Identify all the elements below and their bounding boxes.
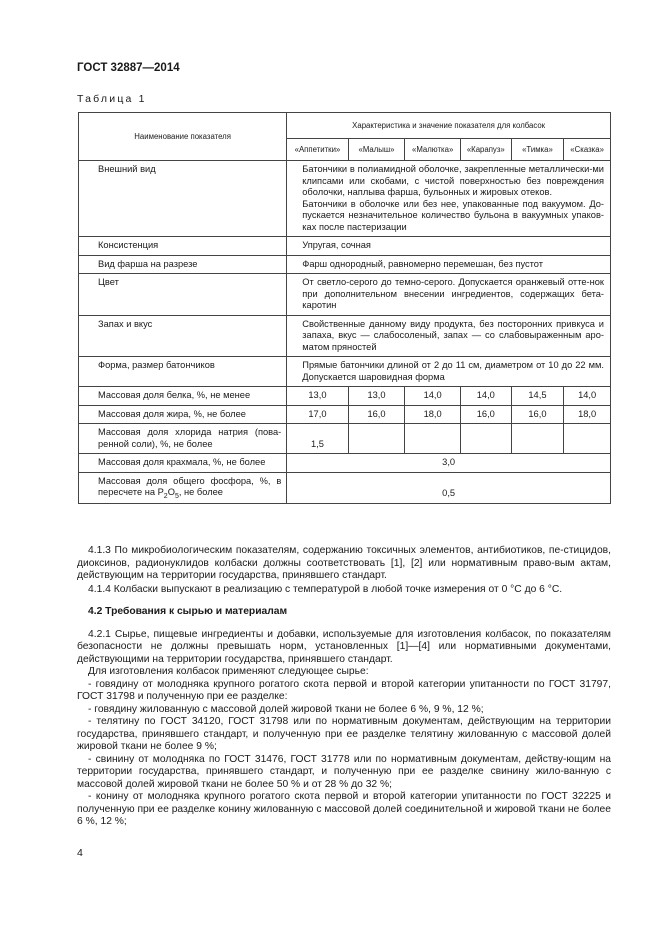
value-cell-merged: 3,0	[287, 454, 611, 473]
list-item: - конину от молодняка крупного рогатого скота первой и второй категории упитанности по ГОСТ 32225 и полученную при ее разделке конину жилованную с массовой долей соединительной и жировой ткани не более 6 %, 12 %;	[77, 791, 611, 827]
paragraph-4-1-4: 4.1.4 Колбаски выпускают в реализацию с температурой в любой точке измерения от 0 °С до 6 °С.	[88, 583, 563, 595]
table-row-phosphorus	[79, 472, 611, 503]
row-name: Консистенция	[79, 237, 287, 256]
value-cell: 14,0	[405, 387, 461, 406]
desc-para: От светло-серого до темно-серого. Допускается оранжевый отте-нок при дополнительном внесении ингредиентов, содержащих бета-каротин	[302, 277, 604, 310]
header-product: «Аппетитки»	[287, 138, 348, 160]
list-intro: Для изготовления колбасок применяют следующее сырье:	[88, 666, 369, 677]
table-row	[79, 161, 611, 237]
value-cell: 16,0	[348, 405, 405, 424]
desc-para: Прямые батончики длиной от 2 до 11 см, диаметром от 10 до 22 мм. Допускается шаровидная форма	[302, 360, 604, 382]
value-cell: 13,0	[287, 387, 348, 406]
page-number: 4	[77, 847, 83, 859]
section-heading-4-2: 4.2 Требования к сырью и материалам	[88, 606, 288, 617]
row-name-part: O	[167, 487, 175, 497]
table-row-protein	[79, 387, 611, 406]
row-name: Запах и вкус	[79, 315, 287, 357]
value-cell: 16,0	[460, 405, 511, 424]
value-cell: 18,0	[405, 405, 461, 424]
value-cell: 14,0	[564, 387, 611, 406]
table-header-row	[79, 113, 611, 139]
table-row	[79, 315, 611, 357]
value-cell: 18,0	[564, 405, 611, 424]
desc-para: Свойственные данному виду продукта, без посторонних привкуса и запаха, вкус — слабосоленый, запах — со слабовыраженным аро-матом пряностей	[302, 318, 604, 352]
row-name	[79, 472, 287, 503]
list-item: - свинину от молодняка по ГОСТ 31476, ГОСТ 31778 или по нормативным документам, действу-ющим на территории государства, принявшего стандарт, и полученную при ее разделке свинину жило-ванную с массовой долей жировой ткани не более 50 % и от 28 % до 32 %;	[77, 753, 611, 790]
row-name: Массовая доля белка, %, не менее	[79, 387, 287, 406]
row-name: Форма, размер батончиков	[79, 357, 287, 387]
header-product: «Малыш»	[348, 138, 405, 160]
row-name: Массовая доля крахмала, %, не более	[79, 454, 287, 473]
value-cell: 13,0	[348, 387, 405, 406]
desc-para: Фарш однородный, равномерно перемешан, без пустот	[302, 258, 544, 269]
list-item: - говядину жилованную с массовой долей жировой ткани не более 6 %, 9 %, 12 %;	[88, 703, 484, 715]
empty-cell	[511, 424, 564, 454]
subscript: 2	[163, 493, 168, 500]
value-cell: 14,0	[460, 387, 511, 406]
value-cell: 17,0	[287, 405, 348, 424]
header-product: «Малютка»	[405, 138, 461, 160]
empty-cell	[348, 424, 405, 454]
row-name: Массовая доля хлорида натрия (пова-ренной соли), %, не более	[79, 424, 287, 454]
row-name: Массовая доля жира, %, не более	[79, 405, 287, 424]
empty-cell	[460, 424, 511, 454]
table-row-salt	[79, 424, 611, 454]
table-row	[79, 274, 611, 316]
paragraph-4-1-3: 4.1.3 По микробиологическим показателям, содержанию токсичных элементов, антибиотиков, пе-стицидов, диоксинов, радионуклидов колбаски должны соответствовать [1], [2] или нормативным право-вым актам, действующим на территории государства, принявшего стандарт.	[77, 545, 611, 581]
desc-para: Батончики в полиамидной оболочке, закрепленные металлически-ми клипсами или скобами, с чистой поверхностью без повреждения оболочки, наплыва фарша, бульонных и жировых отеков.	[302, 164, 604, 197]
value-cell: 1,5	[287, 424, 348, 454]
row-description	[287, 357, 611, 387]
table-caption: Таблица 1	[77, 93, 147, 105]
row-description	[287, 237, 611, 256]
table-1	[78, 112, 611, 504]
table-row	[79, 357, 611, 387]
row-name-part: Массовая доля общего фосфора, %, в пересчете на P	[98, 475, 282, 497]
value-cell-merged: 0,5	[287, 472, 611, 503]
row-description	[287, 315, 611, 357]
table-row	[79, 237, 611, 256]
paragraph-4-2-1: 4.2.1 Сырье, пищевые ингредиенты и добавки, используемые для изготовления колбасок, по показателям безопасности не должны превышать норм, установленных [1]—[4] или нормативными документами, действующими на территории государства, принявшего стандарт.	[77, 628, 611, 665]
row-description	[287, 274, 611, 316]
table-row	[79, 255, 611, 274]
header-indicator-name: Наименование показателя	[79, 113, 287, 161]
header-product: «Карапуз»	[460, 138, 511, 160]
desc-para: Упругая, сочная	[302, 240, 371, 250]
value-cell: 14,5	[511, 387, 564, 406]
row-name-part: , не более	[178, 487, 223, 497]
header-product: «Тимка»	[511, 138, 564, 160]
header-product: «Сказка»	[564, 138, 611, 160]
table-row-fat	[79, 405, 611, 424]
body-text	[77, 545, 611, 829]
desc-para: Батончики в оболочке или без нее, упакованные под вакуумом. До-пускается незначительное количество бульона в вакуумных упаков-ках после пастеризации	[302, 198, 604, 232]
value-cell: 16,0	[511, 405, 564, 424]
row-name: Цвет	[79, 274, 287, 316]
list-item: - говядину от молодняка крупного рогатого скота первой и второй категории упитанности по ГОСТ 31797, ГОСТ 31798 и полученную при ее разделке:	[77, 678, 611, 702]
list-item: - телятину по ГОСТ 34120, ГОСТ 31798 или по нормативным документам, действующим на территории государства, принявшего стандарт, и полученную при ее разделке телятину жилованную с массовой долей жировой ткани не более 9 %;	[77, 716, 611, 752]
row-description	[287, 161, 611, 237]
row-name: Внешний вид	[79, 161, 287, 237]
row-description	[287, 255, 611, 274]
document-header: ГОСТ 32887—2014	[77, 62, 180, 74]
empty-cell	[405, 424, 461, 454]
header-characteristics: Характеристика и значение показателя для колбасок	[287, 113, 611, 139]
subscript: 5	[174, 493, 179, 500]
table-row-starch	[79, 454, 611, 473]
row-name: Вид фарша на разрезе	[79, 255, 287, 274]
empty-cell	[564, 424, 611, 454]
